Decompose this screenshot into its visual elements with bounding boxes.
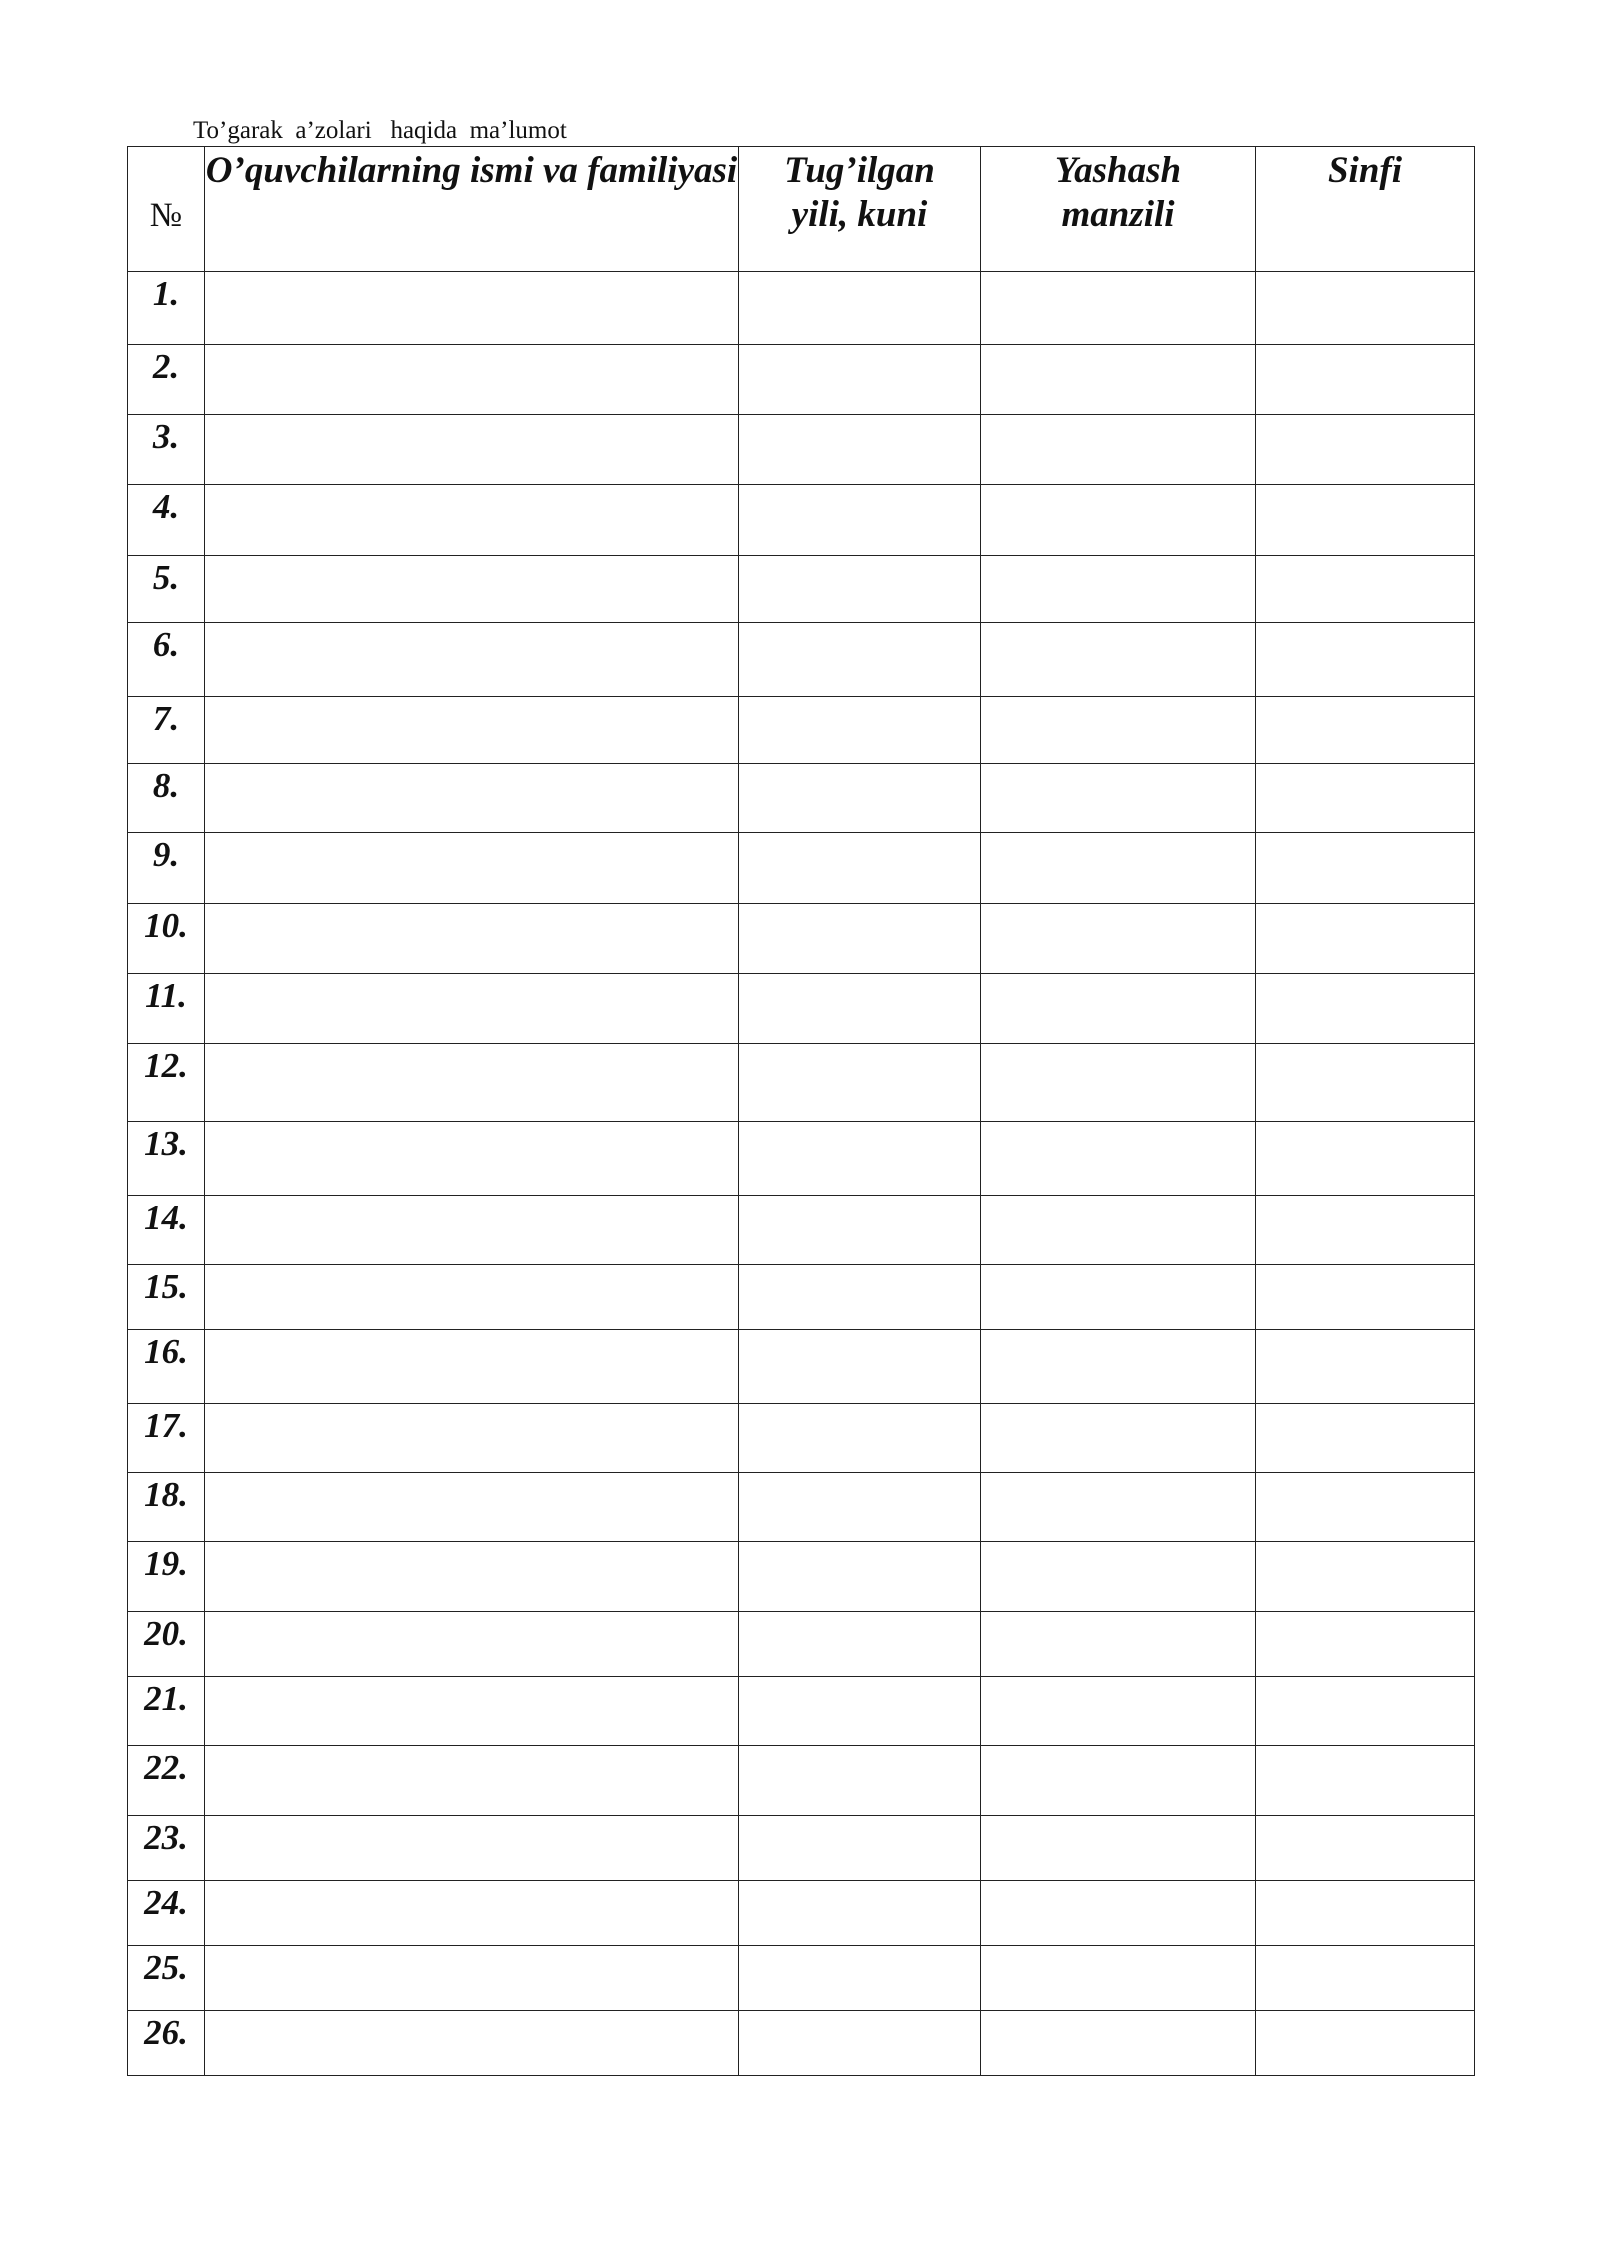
header-birth-date-label: Tug’ilgan yili, kuni [784,150,935,235]
name-cell [205,764,739,833]
name-cell [205,1044,739,1122]
row-number: 8. [128,764,205,833]
birth-cell [739,1816,981,1881]
class-cell [1256,485,1475,556]
name-cell [205,697,739,764]
table-body [128,272,1475,2076]
class-cell [1256,1816,1475,1881]
birth-cell [739,833,981,904]
address-cell [981,272,1256,345]
address-cell [981,1946,1256,2011]
birth-cell [739,485,981,556]
name-cell [205,1473,739,1542]
class-cell [1256,764,1475,833]
class-cell [1256,904,1475,974]
row-number: 17. [128,1404,205,1473]
address-cell [981,1265,1256,1330]
name-cell [205,1612,739,1677]
class-cell [1256,1044,1475,1122]
birth-cell [739,1265,981,1330]
table-row [128,833,1475,904]
birth-cell [739,2011,981,2076]
row-number: 6. [128,623,205,697]
address-cell [981,1881,1256,1946]
table-row [128,2011,1475,2076]
class-cell [1256,623,1475,697]
name-cell [205,623,739,697]
class-cell [1256,556,1475,623]
class-cell [1256,1542,1475,1612]
header-student-name-label: O’quvchilarning ismi va familiyasi [205,150,738,191]
birth-cell [739,1044,981,1122]
members-table [127,146,1475,2076]
table-row [128,1044,1475,1122]
birth-cell [739,415,981,485]
birth-cell [739,1746,981,1816]
birth-cell [739,1404,981,1473]
row-number: 12. [128,1044,205,1122]
name-cell [205,1265,739,1330]
table-row [128,1542,1475,1612]
row-number: 19. [128,1542,205,1612]
address-cell [981,1612,1256,1677]
row-number: 10. [128,904,205,974]
header-student-name [205,147,739,272]
address-cell [981,833,1256,904]
table-row [128,345,1475,415]
name-cell [205,415,739,485]
table-row [128,974,1475,1044]
address-cell [981,1122,1256,1196]
table-row [128,1816,1475,1881]
header-row [128,147,1475,272]
birth-cell [739,764,981,833]
class-cell [1256,1746,1475,1816]
address-cell [981,904,1256,974]
birth-cell [739,697,981,764]
name-cell [205,1542,739,1612]
row-number: 22. [128,1746,205,1816]
class-cell [1256,1881,1475,1946]
table-row [128,1746,1475,1816]
table-row [128,1404,1475,1473]
row-number: 5. [128,556,205,623]
class-cell [1256,1265,1475,1330]
header-class [1256,147,1475,272]
name-cell [205,974,739,1044]
row-number: 2. [128,345,205,415]
name-cell [205,1330,739,1404]
class-cell [1256,697,1475,764]
row-number: 9. [128,833,205,904]
address-cell [981,1044,1256,1122]
header-birth-date [739,147,981,272]
class-cell [1256,1946,1475,2011]
table-row [128,764,1475,833]
address-cell [981,974,1256,1044]
birth-cell [739,1612,981,1677]
table-row [128,556,1475,623]
row-number: 26. [128,2011,205,2076]
address-cell [981,1330,1256,1404]
table-row [128,1473,1475,1542]
address-cell [981,1746,1256,1816]
address-cell [981,556,1256,623]
class-cell [1256,415,1475,485]
class-cell [1256,1330,1475,1404]
row-number: 13. [128,1122,205,1196]
row-number: 18. [128,1473,205,1542]
row-number: 23. [128,1816,205,1881]
table-row [128,1881,1475,1946]
class-cell [1256,1473,1475,1542]
name-cell [205,2011,739,2076]
name-cell [205,1677,739,1746]
class-cell [1256,974,1475,1044]
row-number: 20. [128,1612,205,1677]
address-cell [981,485,1256,556]
row-number: 25. [128,1946,205,2011]
name-cell [205,1746,739,1816]
table-row [128,1612,1475,1677]
row-number: 11. [128,974,205,1044]
address-cell [981,1196,1256,1265]
header-number-label: № [149,197,183,234]
class-cell [1256,1612,1475,1677]
page-title: To’garak a’zolari haqida ma’lumot [193,117,567,144]
birth-cell [739,1473,981,1542]
birth-cell [739,556,981,623]
birth-cell [739,1330,981,1404]
row-number: 3. [128,415,205,485]
table-row [128,1265,1475,1330]
name-cell [205,1946,739,2011]
name-cell [205,1816,739,1881]
table-row [128,1946,1475,2011]
name-cell [205,1122,739,1196]
header-number [128,147,205,272]
table-row [128,485,1475,556]
address-cell [981,1542,1256,1612]
row-number: 7. [128,697,205,764]
class-cell [1256,2011,1475,2076]
birth-cell [739,623,981,697]
class-cell [1256,1122,1475,1196]
table-row [128,1196,1475,1265]
table-row [128,272,1475,345]
header-class-label: Sinfi [1327,150,1403,191]
class-cell [1256,1196,1475,1265]
class-cell [1256,1677,1475,1746]
name-cell [205,833,739,904]
class-cell [1256,272,1475,345]
address-cell [981,345,1256,415]
birth-cell [739,272,981,345]
address-cell [981,623,1256,697]
address-cell [981,1677,1256,1746]
birth-cell [739,1881,981,1946]
row-number: 16. [128,1330,205,1404]
header-address-label: Yashash manzili [1054,150,1182,235]
name-cell [205,272,739,345]
birth-cell [739,1946,981,2011]
birth-cell [739,904,981,974]
name-cell [205,345,739,415]
address-cell [981,1473,1256,1542]
row-number: 24. [128,1881,205,1946]
header-address [981,147,1256,272]
row-number: 4. [128,485,205,556]
table-row [128,1122,1475,1196]
row-number: 21. [128,1677,205,1746]
birth-cell [739,1677,981,1746]
name-cell [205,556,739,623]
table-row [128,415,1475,485]
table-row [128,1677,1475,1746]
name-cell [205,904,739,974]
address-cell [981,1816,1256,1881]
birth-cell [739,974,981,1044]
address-cell [981,2011,1256,2076]
name-cell [205,1881,739,1946]
address-cell [981,1404,1256,1473]
row-number: 1. [128,272,205,345]
birth-cell [739,1122,981,1196]
birth-cell [739,345,981,415]
row-number: 14. [128,1196,205,1265]
table-row [128,623,1475,697]
table-row [128,904,1475,974]
name-cell [205,485,739,556]
address-cell [981,697,1256,764]
birth-cell [739,1542,981,1612]
row-number: 15. [128,1265,205,1330]
class-cell [1256,833,1475,904]
name-cell [205,1404,739,1473]
table-row [128,697,1475,764]
address-cell [981,415,1256,485]
class-cell [1256,345,1475,415]
address-cell [981,764,1256,833]
table-row [128,1330,1475,1404]
name-cell [205,1196,739,1265]
class-cell [1256,1404,1475,1473]
birth-cell [739,1196,981,1265]
